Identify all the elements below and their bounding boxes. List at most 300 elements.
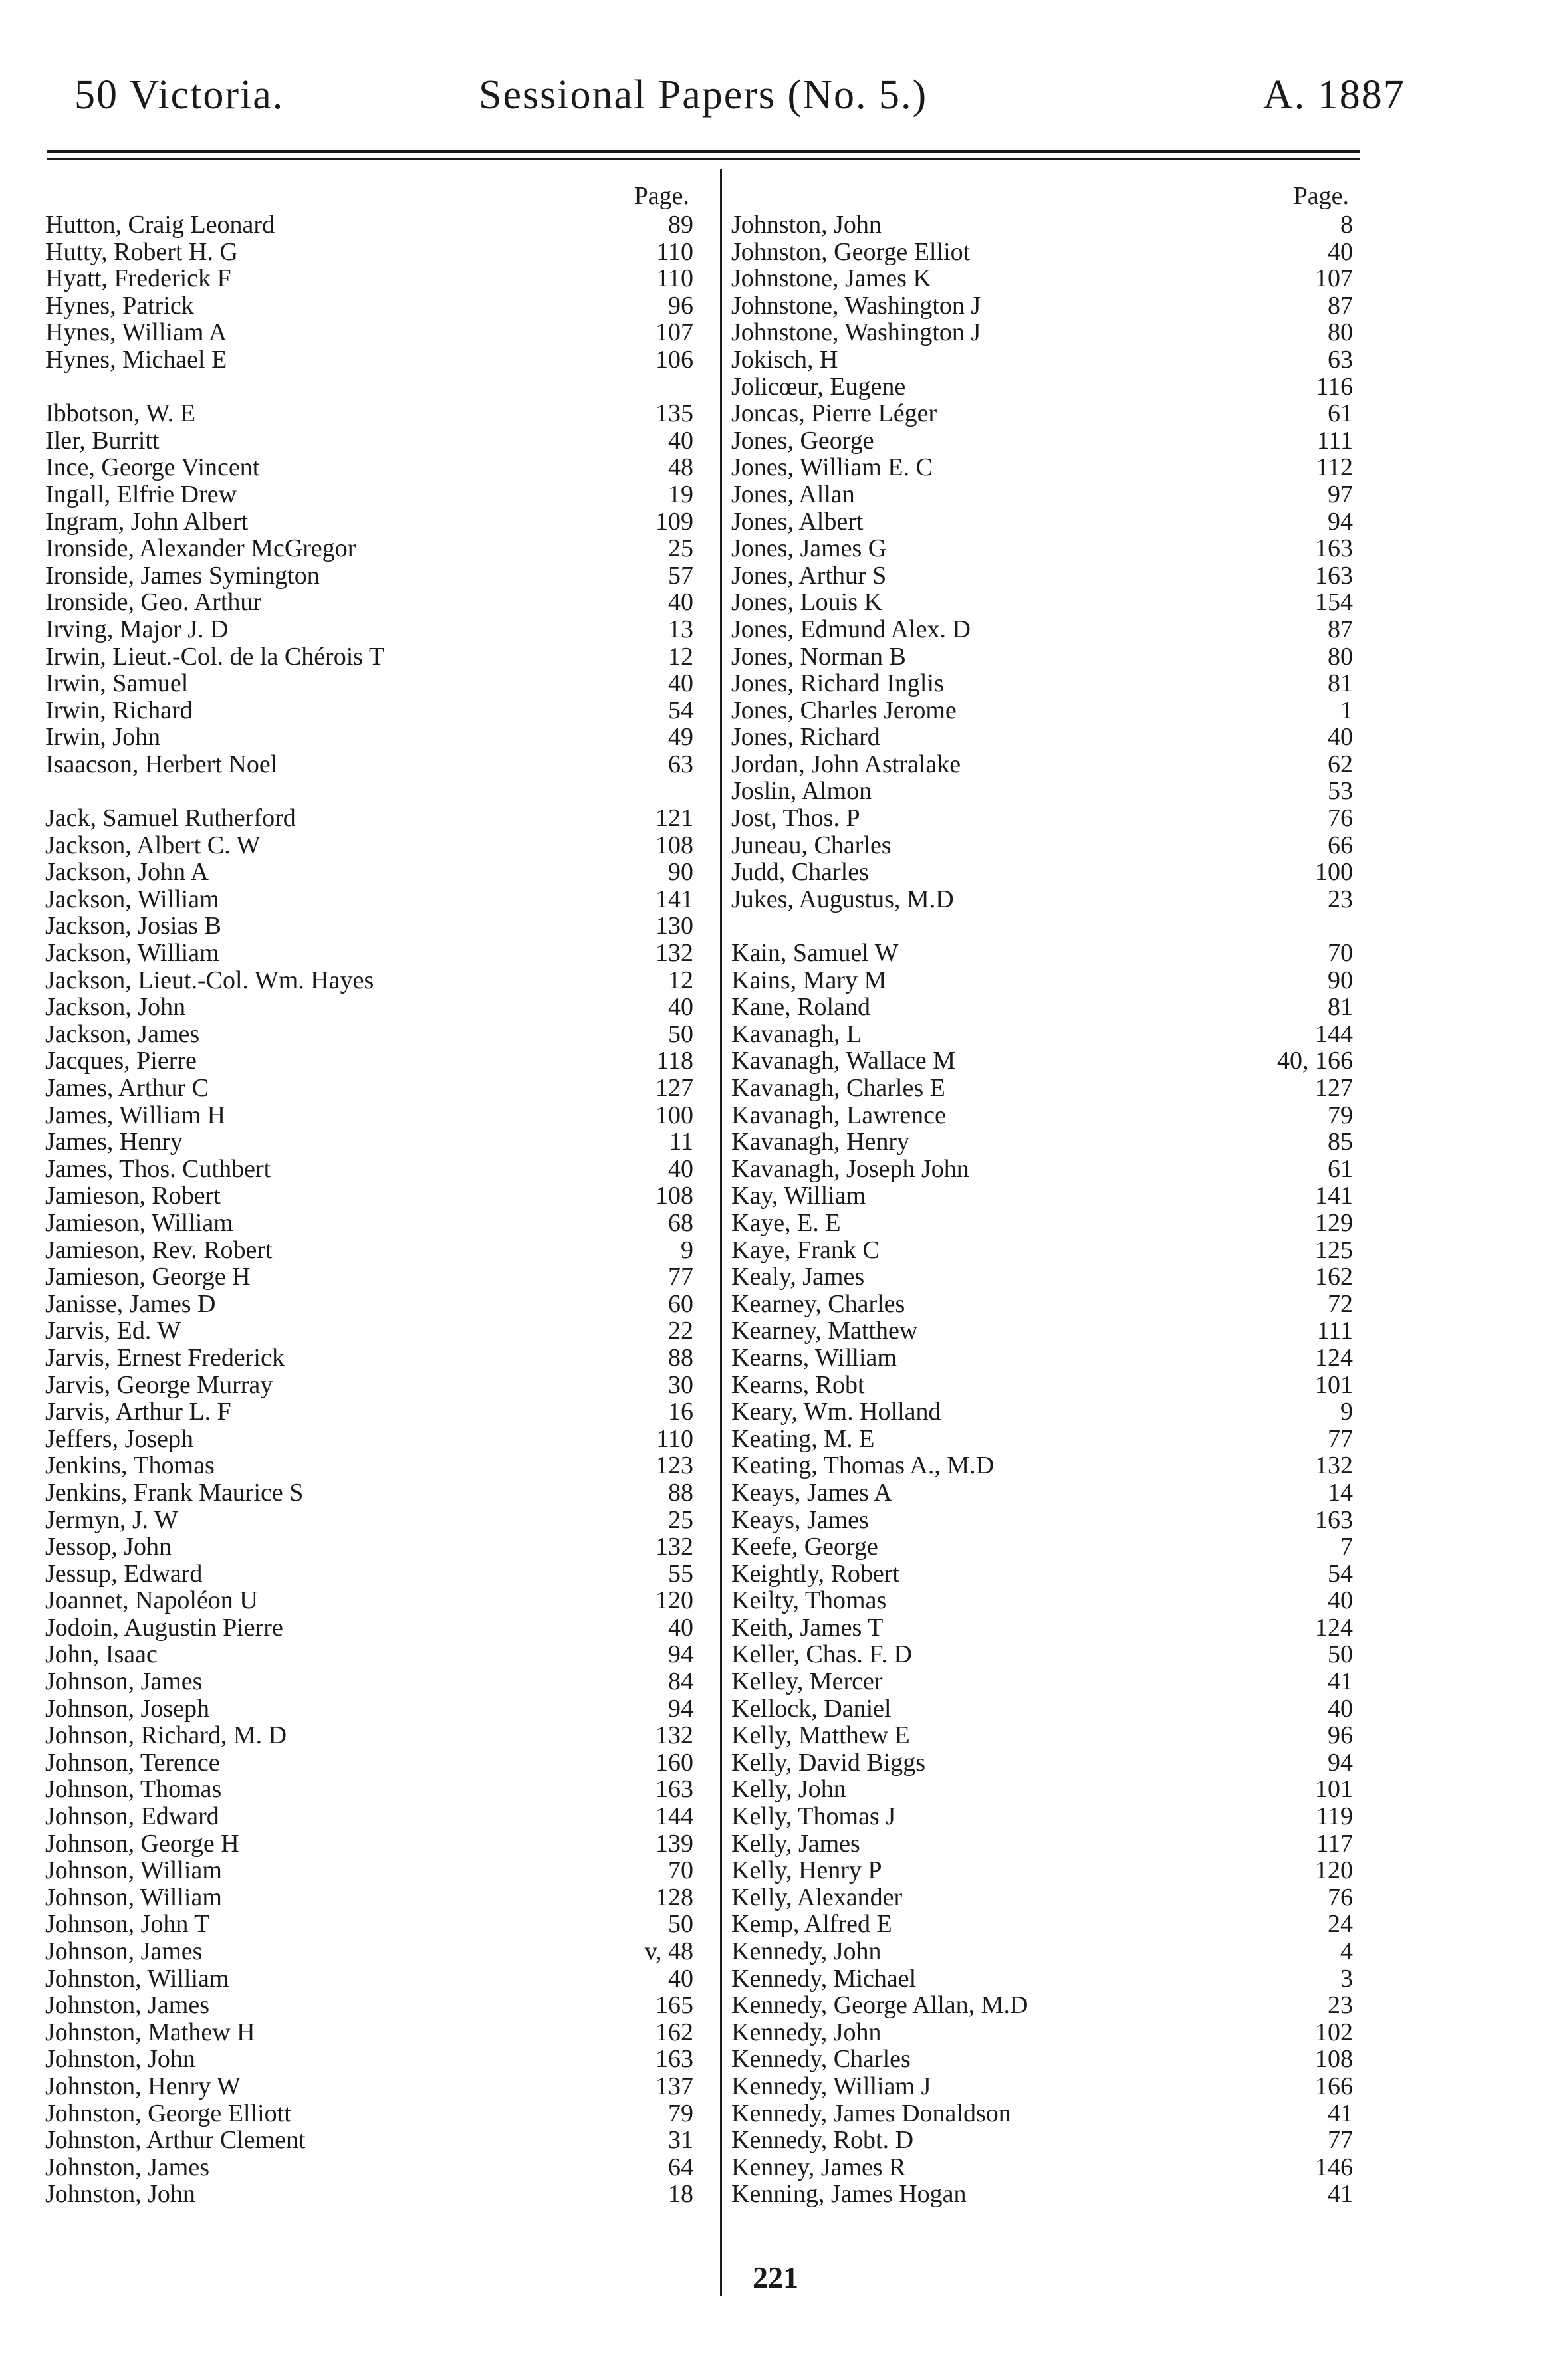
- entry-name: Jessop, John: [45, 1533, 172, 1561]
- entry-name: Kay, William: [731, 1182, 866, 1210]
- entry-page: 120: [656, 1586, 693, 1615]
- entry-name: Jackson, John A: [45, 858, 209, 887]
- entry-name: Jacques, Pierre: [45, 1047, 197, 1075]
- entry-name: Jarvis, George Murray: [45, 1370, 273, 1399]
- entry-name: Johnson, James: [45, 1937, 203, 1965]
- index-entry: [731, 1668, 1353, 1695]
- index-entry: [45, 265, 693, 292]
- index-entry: [731, 481, 1353, 508]
- entry-name: Kains, Mary M: [731, 966, 887, 994]
- header-center: Sessional Papers (No. 5.): [479, 72, 928, 118]
- entry-name: Johnston, John: [45, 2045, 195, 2074]
- entry-page: 22: [668, 1317, 693, 1345]
- entry-name: Kellock, Daniel: [731, 1694, 892, 1723]
- index-entry: [731, 994, 1353, 1021]
- entry-page: 3: [1340, 1964, 1353, 1993]
- index-entry: [731, 1992, 1353, 2019]
- entry-page: 11: [669, 1128, 693, 1156]
- entry-page: 90: [668, 858, 693, 887]
- entry-page: 94: [668, 1640, 693, 1669]
- entry-name: Johnston, William: [45, 1964, 229, 1993]
- entry-name: Johnson, John T: [45, 1910, 210, 1939]
- index-entry: [731, 697, 1353, 724]
- index-entry: [45, 886, 693, 913]
- entry-name: Johnstone, James K: [731, 265, 931, 293]
- index-entry: [45, 697, 693, 724]
- index-entry: [731, 1317, 1353, 1345]
- page-header: [0, 72, 1551, 132]
- index-entry: [731, 1291, 1353, 1318]
- entry-name: Kearns, William: [731, 1343, 897, 1372]
- entry-name: Jones, Louis K: [731, 588, 882, 617]
- entry-name: Jarvis, Ernest Frederick: [45, 1343, 285, 1372]
- entry-name: Kelley, Mercer: [731, 1668, 883, 1696]
- entry-name: Jackson, Lieut.-Col. Wm. Hayes: [45, 966, 374, 994]
- entry-name: Kennedy, William J: [731, 2072, 931, 2100]
- entry-page: 79: [1328, 1101, 1353, 1129]
- index-entry: [45, 1614, 693, 1642]
- index-entry: [731, 319, 1353, 346]
- entry-name: Johnston, John: [45, 2180, 195, 2209]
- index-entry: [731, 778, 1353, 805]
- entry-page: 40: [1328, 1694, 1353, 1723]
- entry-name: Keating, M. E: [731, 1424, 875, 1453]
- entry-page: 90: [1328, 966, 1353, 994]
- entry-page: 121: [656, 804, 693, 833]
- index-entry: [731, 1345, 1353, 1372]
- index-entry: [731, 535, 1353, 562]
- entry-page: 163: [1315, 561, 1353, 590]
- entry-name: Kavanagh, Wallace M: [731, 1047, 956, 1075]
- section-gap: [731, 913, 1353, 940]
- entry-name: Kearney, Matthew: [731, 1317, 918, 1345]
- entry-page: 123: [656, 1452, 693, 1480]
- index-entry: [731, 374, 1353, 401]
- entry-page: 88: [668, 1478, 693, 1507]
- entry-page: 70: [1328, 939, 1353, 968]
- entry-name: Keilty, Thomas: [731, 1586, 887, 1615]
- entry-page: 96: [1328, 1721, 1353, 1750]
- entry-page: 48: [668, 453, 693, 482]
- index-entry: [45, 1263, 693, 1291]
- index-entry: [731, 1641, 1353, 1668]
- entry-page: 41: [1328, 2099, 1353, 2127]
- entry-page: 85: [1328, 1128, 1353, 1156]
- index-entry: [45, 1749, 693, 1777]
- index-entry: [731, 1398, 1353, 1426]
- index-entry: [45, 1182, 693, 1210]
- entry-name: Kaye, E. E: [731, 1208, 841, 1237]
- index-entry: [45, 967, 693, 994]
- header-rule-thick: [47, 150, 1360, 153]
- entry-page: 97: [1328, 480, 1353, 508]
- entry-name: Jones, George: [731, 426, 874, 455]
- index-entry: [45, 2073, 693, 2100]
- entry-name: Jamieson, Robert: [45, 1182, 221, 1210]
- entry-page: 40: [1328, 237, 1353, 266]
- entry-name: James, Thos. Cuthbert: [45, 1154, 271, 1183]
- entry-name: Hynes, Michael E: [45, 345, 227, 374]
- entry-name: Kearney, Charles: [731, 1289, 905, 1318]
- entry-name: Ironside, James Symington: [45, 561, 320, 590]
- entry-page: 14: [1328, 1478, 1353, 1507]
- index-entry: [731, 1830, 1353, 1858]
- entry-name: Jackson, Josias B: [45, 912, 221, 940]
- index-entry: [731, 1695, 1353, 1723]
- entry-name: Kavanagh, Lawrence: [731, 1101, 946, 1129]
- entry-name: Jones, James G: [731, 534, 887, 563]
- index-entry: [45, 427, 693, 455]
- index-entry: [45, 1047, 693, 1075]
- entry-page: 127: [656, 1074, 693, 1102]
- index-entry: [731, 2181, 1353, 2208]
- entry-name: Kelly, Henry P: [731, 1856, 882, 1885]
- entry-name: Johnson, William: [45, 1883, 222, 1911]
- entry-page: 163: [1315, 1505, 1353, 1534]
- entry-page: 107: [656, 318, 693, 347]
- entry-page: 23: [1328, 885, 1353, 913]
- entry-name: Jarvis, Arthur L. F: [45, 1398, 231, 1426]
- entry-page: 94: [668, 1694, 693, 1723]
- index-entry: [45, 670, 693, 697]
- entry-name: Johnstone, Washington J: [731, 291, 981, 320]
- entry-page: 129: [1315, 1208, 1353, 1237]
- entry-name: Jones, William E. C: [731, 453, 933, 482]
- entry-page: 50: [668, 1020, 693, 1048]
- index-entry: [45, 1992, 693, 2019]
- entry-name: Kelly, John: [731, 1775, 846, 1804]
- entry-page: 7: [1340, 1533, 1353, 1561]
- entry-name: Ince, George Vincent: [45, 453, 260, 482]
- entry-name: Jordan, John Astralake: [731, 750, 961, 778]
- index-entry: [731, 724, 1353, 751]
- index-entry: [45, 1776, 693, 1803]
- entry-name: Irwin, Richard: [45, 696, 193, 724]
- entry-page: 70: [668, 1856, 693, 1885]
- entry-page: 127: [1315, 1074, 1353, 1102]
- entry-name: Jones, Edmund Alex. D: [731, 615, 971, 643]
- index-entry: [45, 562, 693, 590]
- entry-name: Juneau, Charles: [731, 831, 892, 859]
- entry-name: Jackson, William: [45, 939, 219, 968]
- index-entry: [731, 1533, 1353, 1561]
- entry-page: 40: [1328, 1586, 1353, 1615]
- entry-page: 50: [668, 1910, 693, 1939]
- index-entry: [731, 1803, 1353, 1830]
- index-entry: [731, 751, 1353, 778]
- index-entry: [731, 1075, 1353, 1102]
- index-entry: [45, 535, 693, 562]
- entry-name: Kennedy, John: [731, 2018, 882, 2046]
- index-entry: [731, 508, 1353, 536]
- entry-name: Ibbotson, W. E: [45, 399, 195, 428]
- entry-page: 66: [1328, 831, 1353, 859]
- entry-name: Jackson, James: [45, 1020, 200, 1048]
- entry-page: 162: [656, 2018, 693, 2046]
- index-entry: [45, 1938, 693, 1965]
- entry-page: 94: [1328, 1748, 1353, 1777]
- entry-name: Kelly, David Biggs: [731, 1748, 926, 1777]
- entry-page: 80: [1328, 642, 1353, 671]
- index-entry: [731, 1021, 1353, 1048]
- index-entry: [45, 211, 693, 239]
- entry-name: Johnson, Thomas: [45, 1775, 222, 1804]
- index-entry: [45, 751, 693, 778]
- index-entry: [45, 346, 693, 374]
- index-entry: [731, 292, 1353, 320]
- entry-page: 101: [1315, 1370, 1353, 1399]
- index-entry: [45, 1372, 693, 1399]
- index-entry: [45, 1668, 693, 1695]
- index-entry: [731, 1372, 1353, 1399]
- index-entry: [45, 832, 693, 859]
- entry-page: 64: [668, 2153, 693, 2181]
- index-entry: [45, 643, 693, 671]
- entry-name: Jolicœur, Eugene: [731, 372, 906, 401]
- entry-name: Keary, Wm. Holland: [731, 1398, 941, 1426]
- index-column-left: [45, 181, 693, 2208]
- entry-name: Joslin, Almon: [731, 777, 872, 806]
- entry-name: Kavanagh, Henry: [731, 1128, 910, 1156]
- entry-name: Jessup, Edward: [45, 1559, 203, 1588]
- index-entry: [45, 1507, 693, 1534]
- index-entry: [45, 1857, 693, 1884]
- index-entry: [731, 2100, 1353, 2127]
- entry-name: Kelly, James: [731, 1829, 860, 1858]
- entry-page: 108: [656, 831, 693, 859]
- entry-name: Kane, Roland: [731, 993, 870, 1022]
- index-entry: [731, 1452, 1353, 1479]
- entry-name: Jones, Charles Jerome: [731, 696, 957, 724]
- index-entry: [731, 454, 1353, 481]
- index-entry: [731, 1102, 1353, 1129]
- entry-name: Jones, Richard Inglis: [731, 669, 944, 698]
- header-rule-thin: [47, 158, 1360, 160]
- entry-name: Jeffers, Joseph: [45, 1424, 194, 1453]
- entry-page: 125: [1315, 1236, 1353, 1264]
- entry-name: James, Arthur C: [45, 1074, 209, 1102]
- entry-name: Kaye, Frank C: [731, 1236, 880, 1264]
- index-entry: [731, 1047, 1353, 1075]
- entry-page: 63: [668, 750, 693, 778]
- entry-page: 102: [1315, 2018, 1353, 2046]
- entry-page: 61: [1328, 399, 1353, 428]
- entry-page: 77: [1328, 2126, 1353, 2155]
- entry-page: 9: [681, 1236, 693, 1264]
- index-entry: [731, 1614, 1353, 1642]
- entry-page: 31: [668, 2126, 693, 2155]
- entry-name: Jones, Arthur S: [731, 561, 887, 590]
- index-entry: [45, 940, 693, 967]
- entry-page: 89: [668, 211, 693, 239]
- entry-page: 146: [1315, 2153, 1353, 2181]
- index-entry: [731, 1857, 1353, 1884]
- entry-page: 100: [656, 1101, 693, 1129]
- entry-name: Ingall, Elfrie Drew: [45, 480, 237, 508]
- entry-name: Hutty, Robert H. G: [45, 237, 238, 266]
- entry-name: Kelly, Matthew E: [731, 1721, 910, 1750]
- entry-page: 40: [668, 993, 693, 1022]
- entry-page: 120: [1315, 1856, 1353, 1885]
- entry-page: 57: [668, 561, 693, 590]
- entry-page: 135: [656, 399, 693, 428]
- entry-name: Johnston, John: [731, 211, 882, 239]
- entry-page: 76: [1328, 1883, 1353, 1911]
- entry-name: Kavanagh, L: [731, 1020, 862, 1048]
- entry-name: Jenkins, Thomas: [45, 1452, 215, 1480]
- index-entry: [731, 1749, 1353, 1777]
- index-entry: [731, 1884, 1353, 1911]
- entry-page: 132: [656, 939, 693, 968]
- entry-page: 118: [656, 1047, 693, 1075]
- entry-name: Hutton, Craig Leonard: [45, 211, 275, 239]
- entry-name: Johnson, Terence: [45, 1748, 220, 1777]
- entry-name: Jackson, Albert C. W: [45, 831, 261, 859]
- entry-page: 88: [668, 1343, 693, 1372]
- index-entry: [731, 1237, 1353, 1264]
- entry-page: 62: [1328, 750, 1353, 778]
- entry-name: Irwin, Lieut.-Col. de la Chérois T: [45, 642, 385, 671]
- entry-name: Jones, Allan: [731, 480, 855, 508]
- entry-page: 165: [656, 1991, 693, 2020]
- entry-page: 25: [668, 1505, 693, 1534]
- index-entry: [731, 1156, 1353, 1183]
- entry-name: Keays, James: [731, 1505, 869, 1534]
- entry-page: 128: [656, 1883, 693, 1911]
- entry-page: 163: [656, 2045, 693, 2074]
- index-entry: [45, 319, 693, 346]
- index-entry: [45, 1129, 693, 1156]
- index-entry: [45, 1641, 693, 1668]
- index-entry: [731, 1507, 1353, 1534]
- entry-page: 68: [668, 1208, 693, 1237]
- index-entry: [45, 2181, 693, 2208]
- entry-page: 141: [656, 885, 693, 913]
- entry-name: Jamieson, William: [45, 1208, 233, 1237]
- entry-name: Kennedy, John: [731, 1937, 882, 1965]
- entry-name: Kearns, Robt: [731, 1370, 865, 1399]
- index-entry: [731, 1938, 1353, 1965]
- entry-page: 80: [1328, 318, 1353, 347]
- entry-page: 94: [1328, 507, 1353, 536]
- index-entry: [45, 239, 693, 266]
- entry-name: Kelly, Alexander: [731, 1883, 903, 1911]
- entry-page: 54: [668, 696, 693, 724]
- entry-name: Joannet, Napoléon U: [45, 1586, 258, 1615]
- index-entry: [731, 2073, 1353, 2100]
- index-entries-left: [45, 211, 693, 2208]
- entry-name: James, Henry: [45, 1128, 183, 1156]
- index-entry: [731, 211, 1353, 239]
- entry-page: 40, 166: [1277, 1047, 1353, 1075]
- entry-name: Johnston, Henry W: [45, 2072, 241, 2100]
- entry-page: 40: [668, 588, 693, 617]
- page-column-heading: Page.: [1293, 182, 1349, 210]
- index-entry: [45, 1561, 693, 1588]
- entry-page: 163: [1315, 534, 1353, 563]
- index-entry: [45, 1426, 693, 1453]
- entry-page: 154: [1315, 588, 1353, 617]
- index-entry: [45, 616, 693, 643]
- index-entry: [731, 1722, 1353, 1749]
- index-entry: [731, 616, 1353, 643]
- entry-page: 163: [656, 1775, 693, 1804]
- entry-name: Kennedy, Robt. D: [731, 2126, 914, 2155]
- index-entry: [731, 427, 1353, 455]
- entry-page: 101: [1315, 1775, 1353, 1804]
- entry-page: 108: [1315, 2045, 1353, 2074]
- entry-page: 110: [656, 265, 693, 293]
- index-entry: [45, 1911, 693, 1938]
- entry-page: 110: [656, 1424, 693, 1453]
- index-entry: [731, 886, 1353, 913]
- entry-page: 166: [1315, 2072, 1353, 2100]
- entry-name: Johnston, George Elliott: [45, 2099, 291, 2127]
- entry-page: 111: [1316, 426, 1353, 455]
- section-gap: [45, 374, 693, 401]
- entry-name: Johnston, Mathew H: [45, 2018, 255, 2046]
- entry-page: 108: [656, 1182, 693, 1210]
- entry-page: 160: [656, 1748, 693, 1777]
- entry-name: Ingram, John Albert: [45, 507, 249, 536]
- index-entry: [731, 940, 1353, 967]
- index-entry: [45, 1452, 693, 1479]
- index-entry: [45, 400, 693, 427]
- entry-name: Jones, Norman B: [731, 642, 906, 671]
- entry-name: Keefe, George: [731, 1533, 878, 1561]
- entry-page: 8: [1340, 211, 1353, 239]
- entry-page: 53: [1328, 777, 1353, 806]
- entry-name: Kennedy, Michael: [731, 1964, 917, 1993]
- entry-page: 24: [1328, 1910, 1353, 1939]
- entry-name: Jarvis, Ed. W: [45, 1317, 181, 1345]
- entry-page: 30: [668, 1370, 693, 1399]
- entry-name: Ironside, Alexander McGregor: [45, 534, 356, 563]
- index-entry: [45, 292, 693, 320]
- entry-name: Johnson, James: [45, 1668, 203, 1696]
- entry-name: Johnson, Edward: [45, 1802, 219, 1831]
- index-entry: [45, 1345, 693, 1372]
- entry-name: Jackson, John: [45, 993, 186, 1022]
- entry-name: Judd, Charles: [731, 858, 869, 887]
- entry-page: 77: [1328, 1424, 1353, 1453]
- column-divider: [720, 169, 722, 2296]
- index-entry: [731, 1911, 1353, 1938]
- entry-name: Jodoin, Augustin Pierre: [45, 1613, 283, 1642]
- index-entry: [45, 1830, 693, 1858]
- entry-name: Kain, Samuel W: [731, 939, 899, 968]
- index-entry: [45, 454, 693, 481]
- header-left: 50 Victoria.: [74, 72, 285, 118]
- entry-name: Kelly, Thomas J: [731, 1802, 895, 1831]
- index-entry: [45, 1102, 693, 1129]
- index-entry: [45, 1722, 693, 1749]
- index-entry: [731, 265, 1353, 292]
- entry-name: Johnston, James: [45, 1991, 209, 2020]
- entry-name: Kealy, James: [731, 1263, 865, 1291]
- entry-name: Kenning, James Hogan: [731, 2180, 967, 2209]
- index-entry: [45, 805, 693, 832]
- index-entry: [45, 1317, 693, 1345]
- entry-name: Jamieson, George H: [45, 1263, 251, 1291]
- entry-name: Hyatt, Frederick F: [45, 265, 231, 293]
- index-entry: [731, 1776, 1353, 1803]
- entry-page: 13: [668, 615, 693, 643]
- entry-page: 162: [1315, 1263, 1353, 1291]
- entry-name: Jukes, Augustus, M.D: [731, 885, 954, 913]
- entry-page: 100: [1315, 858, 1353, 887]
- entry-page: 144: [1315, 1020, 1353, 1048]
